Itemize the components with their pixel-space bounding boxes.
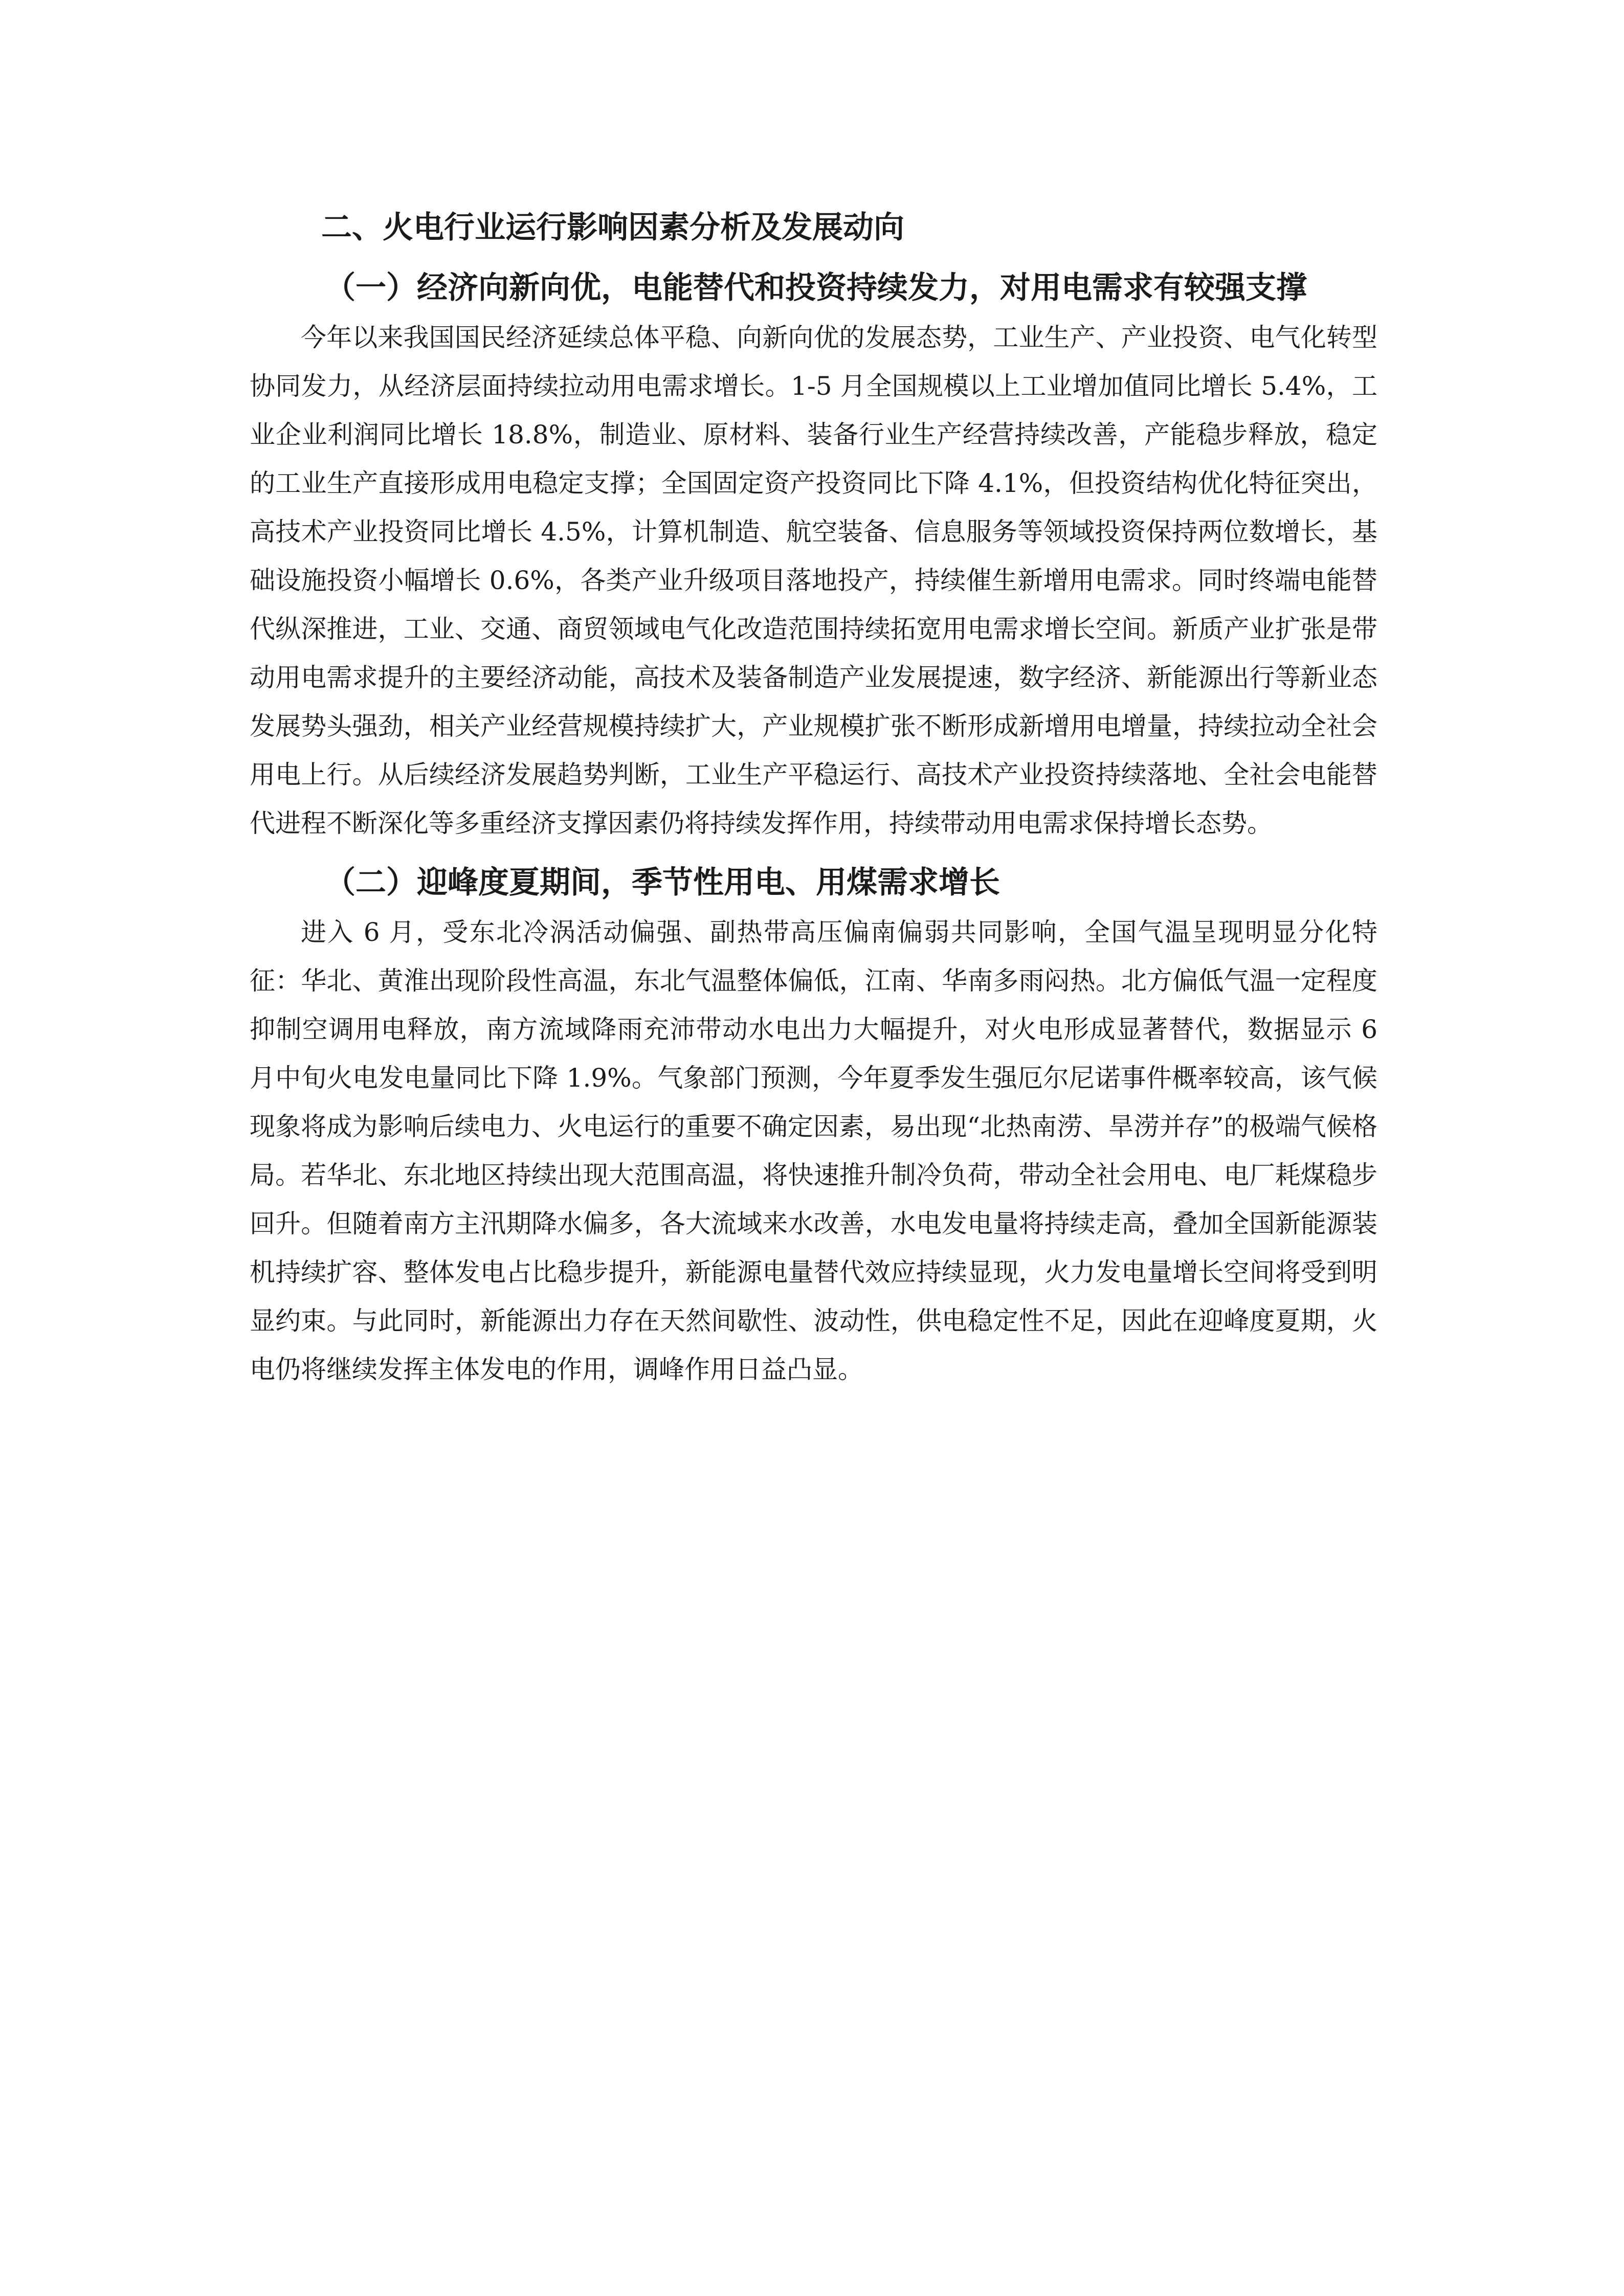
subsection-body-2: 进入 6 月，受东北冷涡活动偏强、副热带高压偏南偏弱共同影响，全国气温呈现明显分化特征：华北、黄淮出现阶段性高温，东北气温整体偏低，江南、华南多雨闷热。北方偏低气温一定程度抑制空调用电释放，南方流域降雨充沛带动水电出力大幅提升，对火电形成显著替代，数据显示 6 月中旬火电发电量同比下降 1.9%。气象部门预测，今年夏季发生强厄尔尼诺事件概率较高，该气候现象将成为影响后续电力、火电运行的重要不确定因素，易出现“北热南涝、旱涝并存”的极端气候格局。若华北、东北地区持续出现大范围高温，将快速推升制冷负荷，带动全社会用电、电厂耗煤稳步回升。但随着南方主汛期降水偏多，各大流域来水改善，水电发电量将持续走高，叠加全国新能源装机持续扩容、整体发电占比稳步提升，新能源电量替代效应持续显现，火力发电量增长空间将受到明显约束。与此同时，新能源出力存在天然间歇性、波动性，供电稳定性不足，因此在迎峰度夏期，火电仍将继续发挥主体发电的作用，调峰作用日益凸显。: [250, 917, 1377, 1384]
subsection-body-1: 今年以来我国国民经济延续总体平稳、向新向优的发展态势，工业生产、产业投资、电气化转型协同发力，从经济层面持续拉动用电需求增长。1-5 月全国规模以上工业增加值同比增长 5.4%，工业企业利润同比增长 18.8%，制造业、原材料、装备行业生产经营持续改善，产能稳步释放，稳定的工业生产直接形成用电稳定支撑；全国固定资产投资同比下降 4.1%，但投资结构优化特征突出，高技术产业投资同比增长 4.5%，计算机制造、航空装备、信息服务等领域投资保持两位数增长，基础设施投资小幅增长 0.6%，各类产业升级项目落地投产，持续催生新增用电需求。同时终端电能替代纵深推进，工业、交通、商贸领域电气化改造范围持续拓宽用电需求增长空间。新质产业扩张是带动用电需求提升的主要经济动能，高技术及装备制造产业发展提速，数字经济、新能源出行等新业态发展势头强劲，相关产业经营规模持续扩大，产业规模扩张不断形成新增用电增量，持续拉动全社会用电上行。从后续经济发展趋势判断，工业生产平稳运行、高技术产业投资持续落地、全社会电能替代进程不断深化等多重经济支撑因素仍将持续发挥作用，持续带动用电需求保持增长态势。: [250, 323, 1377, 838]
subsection-heading-2: （二）迎峰度夏期间，季节性用电、用煤需求增长: [325, 865, 1000, 901]
section-title: 二、火电行业运行影响因素分析及发展动向: [321, 210, 904, 245]
page-content: [250, 202, 1377, 1394]
subsection-heading-1: （一）经济向新向优，电能替代和投资持续发力，对用电需求有较强支撑: [325, 270, 1307, 306]
